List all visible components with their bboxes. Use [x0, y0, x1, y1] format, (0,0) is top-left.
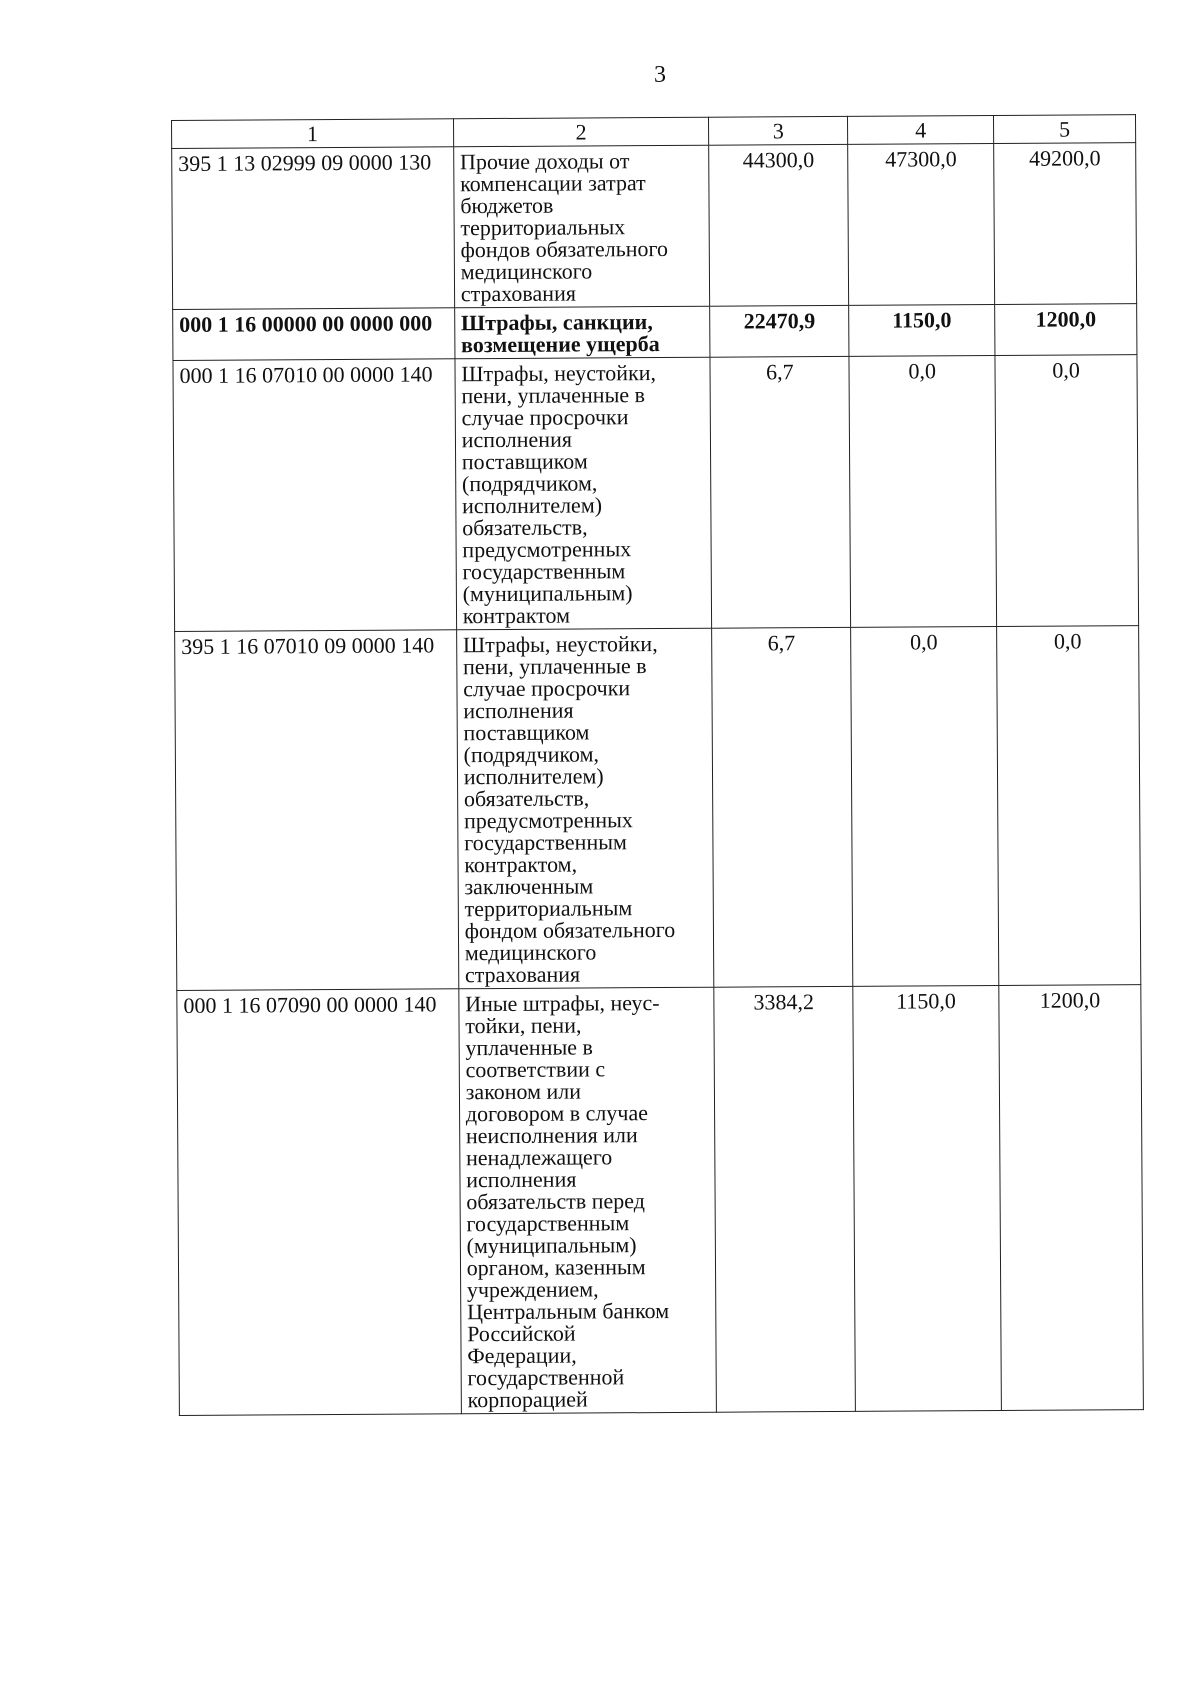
- value-col3-cell: 22470,9: [710, 305, 849, 357]
- revenue-name-line: обязательств,: [462, 514, 588, 541]
- table-row: [173, 355, 1139, 632]
- revenue-name-line: уплаченные в: [465, 1034, 593, 1061]
- header-cell-3: 3: [709, 116, 848, 145]
- value-col5-cell: 1200,0: [995, 304, 1137, 356]
- revenue-name-line: Центральным банком: [466, 1297, 670, 1325]
- revenue-name-line: (подрядчиком,: [461, 470, 598, 497]
- revenue-name-line: обязательств перед: [466, 1188, 645, 1215]
- revenue-name-line: Штрафы, санкции,: [460, 309, 653, 336]
- revenue-name-line: учреждением,: [466, 1276, 599, 1303]
- revenue-table: [171, 114, 1144, 1416]
- value-col5-cell: 0,0: [997, 626, 1141, 986]
- revenue-name-line: Иные штрафы, неус-: [465, 990, 660, 1017]
- value-col5-cell: 49200,0: [994, 143, 1137, 305]
- revenue-name-line: поставщиком: [461, 448, 588, 475]
- budget-code-cell: 000 1 16 07090 00 0000 140: [177, 989, 461, 1416]
- header-cell-5: 5: [994, 115, 1136, 144]
- value-col4-cell: 1150,0: [849, 304, 995, 356]
- revenue-name-line: обязательств,: [463, 785, 590, 812]
- revenue-name-line: возмещение ущерба: [461, 331, 660, 358]
- revenue-name-line: исполнения: [463, 697, 574, 724]
- revenue-name-cell: [454, 306, 710, 359]
- revenue-name-line: Штрафы, неустойки,: [461, 360, 657, 387]
- revenue-name-line: исполнителем): [463, 763, 604, 790]
- table-row: [173, 304, 1137, 361]
- table-row: [177, 985, 1144, 1416]
- revenue-name-cell: [459, 987, 717, 1414]
- revenue-name-line: территориальным: [464, 895, 633, 922]
- value-col3-cell: 44300,0: [709, 144, 849, 306]
- revenue-name-line: (муниципальным): [462, 580, 633, 607]
- revenue-name-line: страхования: [460, 280, 577, 307]
- revenue-name-line: соответствии с: [465, 1056, 606, 1083]
- revenue-name-line: неисполнения или: [465, 1122, 638, 1149]
- table-body: [172, 143, 1144, 1416]
- revenue-name-line: Федерации,: [467, 1342, 577, 1369]
- header-cell-2: 2: [453, 117, 709, 147]
- revenue-name-line: случае просрочки: [463, 675, 631, 702]
- value-col4-cell: 47300,0: [848, 143, 995, 305]
- revenue-name-line: ненадлежащего: [466, 1144, 613, 1171]
- revenue-name-line: органом, казенным: [466, 1254, 646, 1281]
- budget-code-cell: 000 1 16 07010 00 0000 140: [173, 359, 456, 632]
- revenue-name-line: бюджетов: [460, 192, 554, 219]
- revenue-name-line: предусмотренных: [462, 536, 632, 563]
- revenue-name-line: Штрафы, неустойки,: [462, 631, 658, 658]
- revenue-name-line: Прочие доходы от: [459, 148, 630, 175]
- revenue-name-line: государственным: [462, 558, 626, 585]
- value-col4-cell: 0,0: [849, 355, 997, 627]
- revenue-name-line: контрактом,: [464, 851, 578, 878]
- revenue-name-line: исполнителем): [462, 492, 603, 519]
- revenue-name-cell: [455, 357, 712, 630]
- revenue-name-line: контрактом: [462, 602, 571, 629]
- budget-code-cell: 000 1 16 00000 00 0000 000: [173, 308, 455, 361]
- header-cell-4: 4: [848, 115, 994, 144]
- revenue-name-line: пени, уплаченные в: [461, 382, 646, 409]
- value-col4-cell: 0,0: [851, 626, 999, 986]
- value-col4-cell: 1150,0: [853, 985, 1001, 1411]
- revenue-name-line: исполнения: [466, 1166, 577, 1193]
- table-row: [175, 626, 1141, 991]
- revenue-name-line: фондом обязательного: [464, 916, 676, 944]
- revenue-name-line: законом или: [465, 1078, 582, 1105]
- budget-code-cell: 395 1 13 02999 09 0000 130: [172, 147, 455, 310]
- revenue-name-line: корпорацией: [467, 1386, 588, 1413]
- revenue-name-line: медицинского: [464, 939, 597, 966]
- revenue-name-line: (подрядчиком,: [463, 741, 600, 768]
- value-col3-cell: 6,7: [710, 356, 851, 628]
- revenue-name-line: фондов обязательного: [460, 235, 669, 263]
- revenue-name-line: медицинского: [460, 258, 593, 285]
- revenue-name-line: пени, уплаченные в: [463, 653, 647, 680]
- value-col3-cell: 6,7: [712, 627, 853, 987]
- table-row: [172, 143, 1137, 310]
- revenue-name-line: (муниципальным): [466, 1232, 637, 1259]
- revenue-name-line: компенсации затрат: [460, 170, 646, 197]
- revenue-name-line: тойки, пени,: [465, 1012, 582, 1039]
- value-col5-cell: 1200,0: [999, 985, 1143, 1411]
- revenue-name-line: территориальных: [460, 214, 626, 241]
- revenue-name-line: государственным: [466, 1210, 630, 1237]
- revenue-name-line: заключенным: [464, 873, 594, 900]
- revenue-name-cell: [453, 145, 710, 308]
- budget-code-cell: 395 1 16 07010 09 0000 140: [175, 630, 459, 991]
- revenue-name-line: договором в случае: [465, 1100, 649, 1127]
- value-col3-cell: 3384,2: [714, 986, 855, 1412]
- revenue-name-line: предусмотренных: [463, 807, 633, 834]
- page-number: 3: [654, 62, 666, 88]
- revenue-name-cell: [456, 628, 714, 989]
- revenue-name-line: государственной: [467, 1364, 625, 1391]
- revenue-name-line: Российской: [467, 1320, 576, 1347]
- revenue-name-line: страхования: [464, 961, 581, 988]
- header-cell-1: 1: [172, 119, 454, 149]
- value-col5-cell: 0,0: [995, 355, 1139, 627]
- revenue-name-line: случае просрочки: [461, 404, 629, 431]
- revenue-name-line: поставщиком: [463, 719, 590, 746]
- revenue-name-line: исполнения: [461, 426, 573, 453]
- revenue-name-line: государственным: [464, 829, 627, 856]
